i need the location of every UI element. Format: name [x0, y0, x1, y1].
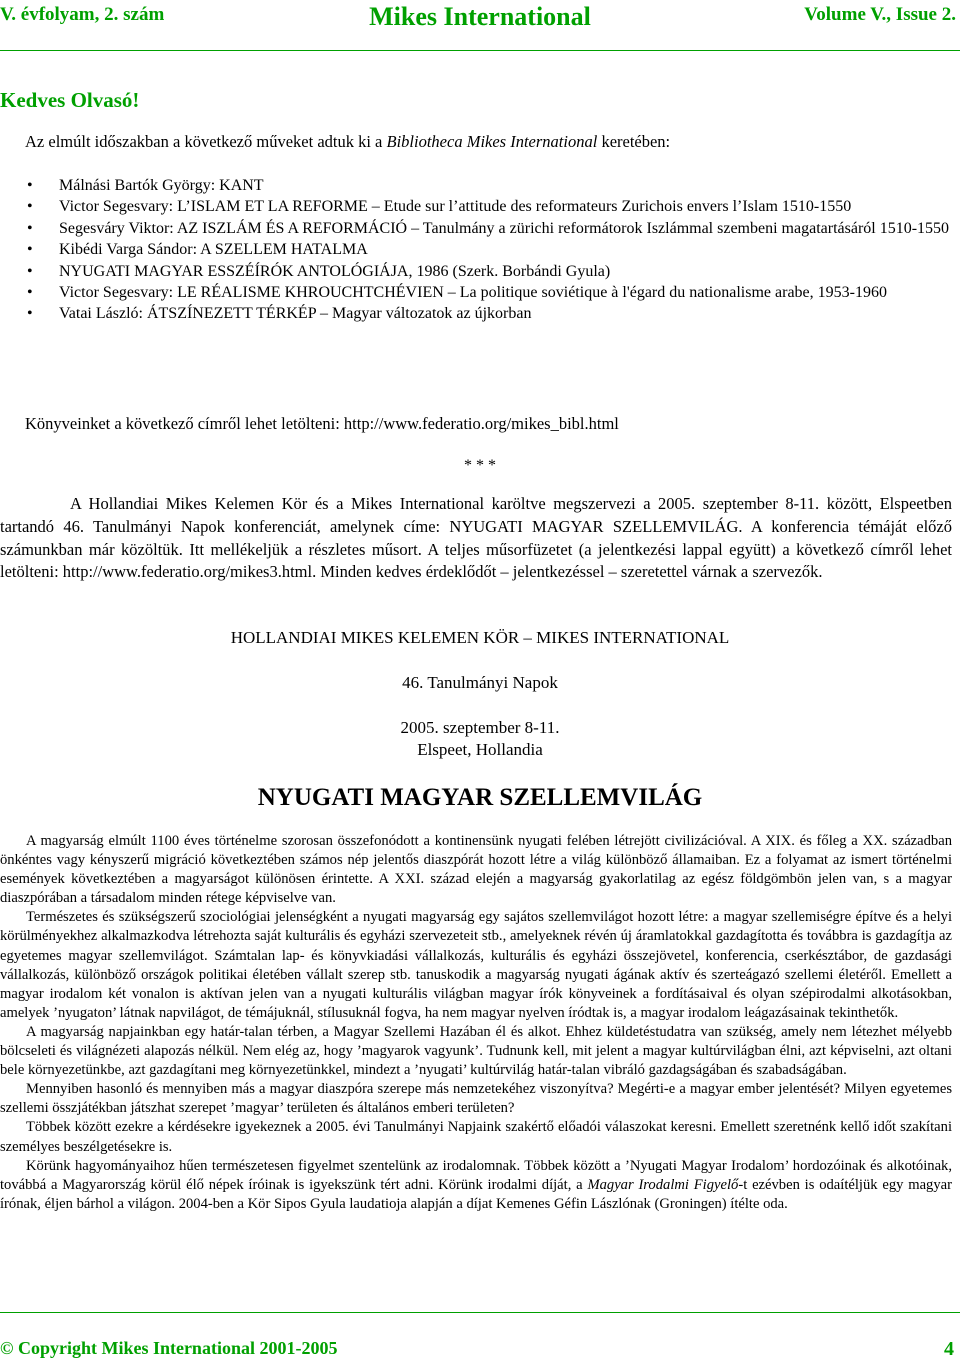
list-item [25, 196, 953, 217]
list-item [25, 218, 953, 239]
header-volume-en: Volume V., Issue 2. [804, 4, 956, 25]
intro-text-after: keretében: [597, 132, 671, 151]
program-organizer: HOLLANDIAI MIKES KELEMEN KÖR – MIKES INTERNATIONAL [230, 628, 730, 647]
list-item [25, 303, 953, 324]
greeting: Kedves Olvasó! [0, 88, 140, 112]
footer-divider [0, 1312, 960, 1313]
program-description [0, 832, 952, 1214]
bullet-icon: • [27, 284, 33, 302]
header-divider [0, 50, 960, 51]
intro-text-before: Az elmúlt időszakban a következő műveket adtuk ki a [25, 132, 387, 151]
program-date: 2005. szeptember 8-11. [400, 718, 560, 737]
page-title: NYUGATI MAGYAR SZELLEMVILÁG [257, 784, 703, 811]
paragraph [0, 1157, 952, 1214]
bullet-icon: • [27, 198, 33, 216]
list-item [25, 175, 953, 196]
running-header [0, 0, 960, 40]
bullet-icon: • [27, 177, 33, 194]
paragraph: Természetes és szükségszerű szociológiai jelenségként a nyugati magyarság egy sajátos szellemvilágot hozott létre: a magyar szellemiségre építve és a helyi körülményekhez alkalmazkodva létrehozta saját kulturális és egyházi szervezeteit stb., amelyeknek révén új áramlatokkal gazdagította és továbbra is gazdagítja az egyetemes magyar szellemvilágot. Számtalan lap- és könyvkiadási vállalkozás, kulturális és egyházi összejövetel, konferencia, cserkésztábor, de gazdasági vállalkozás, különböző országok politikai életében vállalt szerep stb. tanuskodik a magyarság nyugati ágának aktív és szerteágazó szellemi életéről. Emellett a magyar irodalom két vonalon is aktívan jelen van a nyugati kulturális világban magyar írók könyveinek a fordításaival és olyan szépirodalmi alkotásokban, amelyek ’nyugaton’ látnak napvilágot, de témájuknál, stílusuknál fogva, ha nem magyar nyelven íródtak is, a magyar irodalom leágazásainak tekinthetők. [0, 909, 952, 1021]
copyright-notice: © Copyright Mikes International 2001-2005 [0, 1338, 338, 1358]
bullet-icon: • [27, 241, 33, 259]
book-title: Málnási Bartók György: KANT [59, 177, 264, 194]
announcement-paragraph: A Hollandiai Mikes Kelemen Kör és a Mikes International karöltve megszervezi a 2005. szeptember 8-11. között, Elspeetben tartandó 46. Tanulmányi Napok konferenciát, amelynek címe: NYUGATI MAGYAR SZELLEMVILÁG. A konferencia témáját előző számunkban már közöltük. Itt mellékeljük a részletes műsort. A teljes műsorfüzetet (a jelentkezési lappal együtt) a következő címről lehet letölteni: http://www.federatio.org/mikes3.html. Minden kedves érdeklődőt – jelentkezéssel – szeretettel várnak a szervezők. [0, 494, 952, 582]
list-item [25, 282, 953, 303]
award-name: Magyar Irodalmi Figyelő [587, 1176, 739, 1193]
paragraph: A magyarság napjainkban egy határ-talan térben, a Magyar Szellemi Hazában él és alkot. Ehhez küldetéstudatra van szükség, amely nem létezhet mélyebb bölcseleti és világnézeti alapozás nélkül. Nem elég az, hogy ’magyarok vagyunk’. Tudnunk kell, mit jelent a magyar kultúrvilágban élni, azt képviselni, azt oltani bele környezetünkbe, azt gazdagítani meg környezetünkkel, mindezt a ’nyugati’ kultúrvilág határ-talan vibráló gazdagságában és szabadságában. [0, 1023, 952, 1079]
intro-series-name: Bibliotheca Mikes International [386, 132, 598, 151]
announcement [0, 493, 952, 584]
intro-line [25, 131, 960, 152]
bullet-icon: • [27, 262, 33, 280]
paragraph-text-after: -t ezévben is odaítéljük egy magyar írónak, éljen bárhol a világon. 2004-ben a Kör Sipos Gyula laudatioja alapján a díjat Kemenes Géfin Lászlónak (Groningen) ítélte oda. [0, 1176, 952, 1212]
book-title: NYUGATI MAGYAR ESSZÉÍRÓK ANTOLÓGIÁJA, 1986 (Szerk. Borbándi Gyula) [59, 262, 611, 280]
book-title: Victor Segesvary: L’ISLAM ET LA REFORME – Etude sur l’attitude des reformateurs Zurichois envers l’Islam 1510-1550 [59, 198, 852, 216]
section-separator: * * * [464, 457, 496, 474]
book-title: Segesváry Viktor: AZ ISZLÁM ÉS A REFORMÁCIÓ – Tanulmány a zürichi reformátorok Iszlámmal szembeni magatartásáról 1510-1550 [59, 219, 950, 237]
paragraph-text-before: Körünk hagyományaihoz hűen természetesen figyelmet szentelünk az irodalomnak. Többek között a ’Nyugati Magyar Irodalom’ hordozóinak és alkotóinak, továbbá a Magyarország körül élő népek íróinak is igyekszünk tért adni. Körünk irodalmi díját, a [0, 1157, 952, 1193]
bullet-icon: • [27, 305, 33, 323]
page-number: 4 [944, 1338, 954, 1360]
header-volume-hu: V. évfolyam, 2. szám [0, 4, 165, 25]
book-title: Vatai László: ÁTSZÍNEZETT TÉRKÉP – Magyar változatok az újkorban [59, 305, 532, 323]
program-event: 46. Tanulmányi Napok [402, 673, 558, 692]
download-line: Könyveinket a következő címről lehet letölteni: http://www.federatio.org/mikes_bibl.html [25, 414, 619, 433]
book-title: Victor Segesvary: LE RÉALISME KHROUCHTCHÉVIEN – La politique soviétique à l'égard du nationalisme arabe, 1953-1960 [59, 284, 887, 302]
paragraph: Mennyiben hasonló és mennyiben más a magyar diaszpóra szerepe más nemzetekéhez viszonyítva? Megérti-e a magyar ember jelentését? Milyen egyetemes szellemi összjátékban játszhat szerepet ’magyar’ területen és általános emberi területen? [0, 1081, 952, 1117]
bullet-icon: • [27, 219, 33, 237]
book-title: Kibédi Varga Sándor: A SZELLEM HATALMA [59, 241, 368, 259]
program-place: Elspeet, Hollandia [417, 740, 543, 759]
book-list [25, 175, 953, 325]
paragraph: Többek között ezekre a kérdésekre igyekeznek a 2005. évi Tanulmányi Napjaink szakértő előadói válaszokat keresni. Emellett szeretnénk kellő időt szakítani személyes beszélgetésekre is. [0, 1119, 952, 1155]
list-item [25, 261, 953, 282]
paragraph: A magyarság elmúlt 1100 éves történelme szorosan összefonódott a kontinensünk nyugati felében létrejött civilizációval. A XIX. és főleg a XX. században önkéntes vagy kényszerű migráció következtében számos nép jelentős diaszpórát hozott létre a világ különböző államaiban. Ez a folyamat az ismert történelmi események következtében a magyarságot különösen érintette. A XXI. század elején a magyarság gyakorlatilag az egész földgömbön jelen van, s a magyar diaszpórában a társadalom minden rétege képviselve van. [0, 833, 952, 907]
list-item [25, 239, 953, 260]
header-journal-title: Mikes International [369, 2, 591, 31]
